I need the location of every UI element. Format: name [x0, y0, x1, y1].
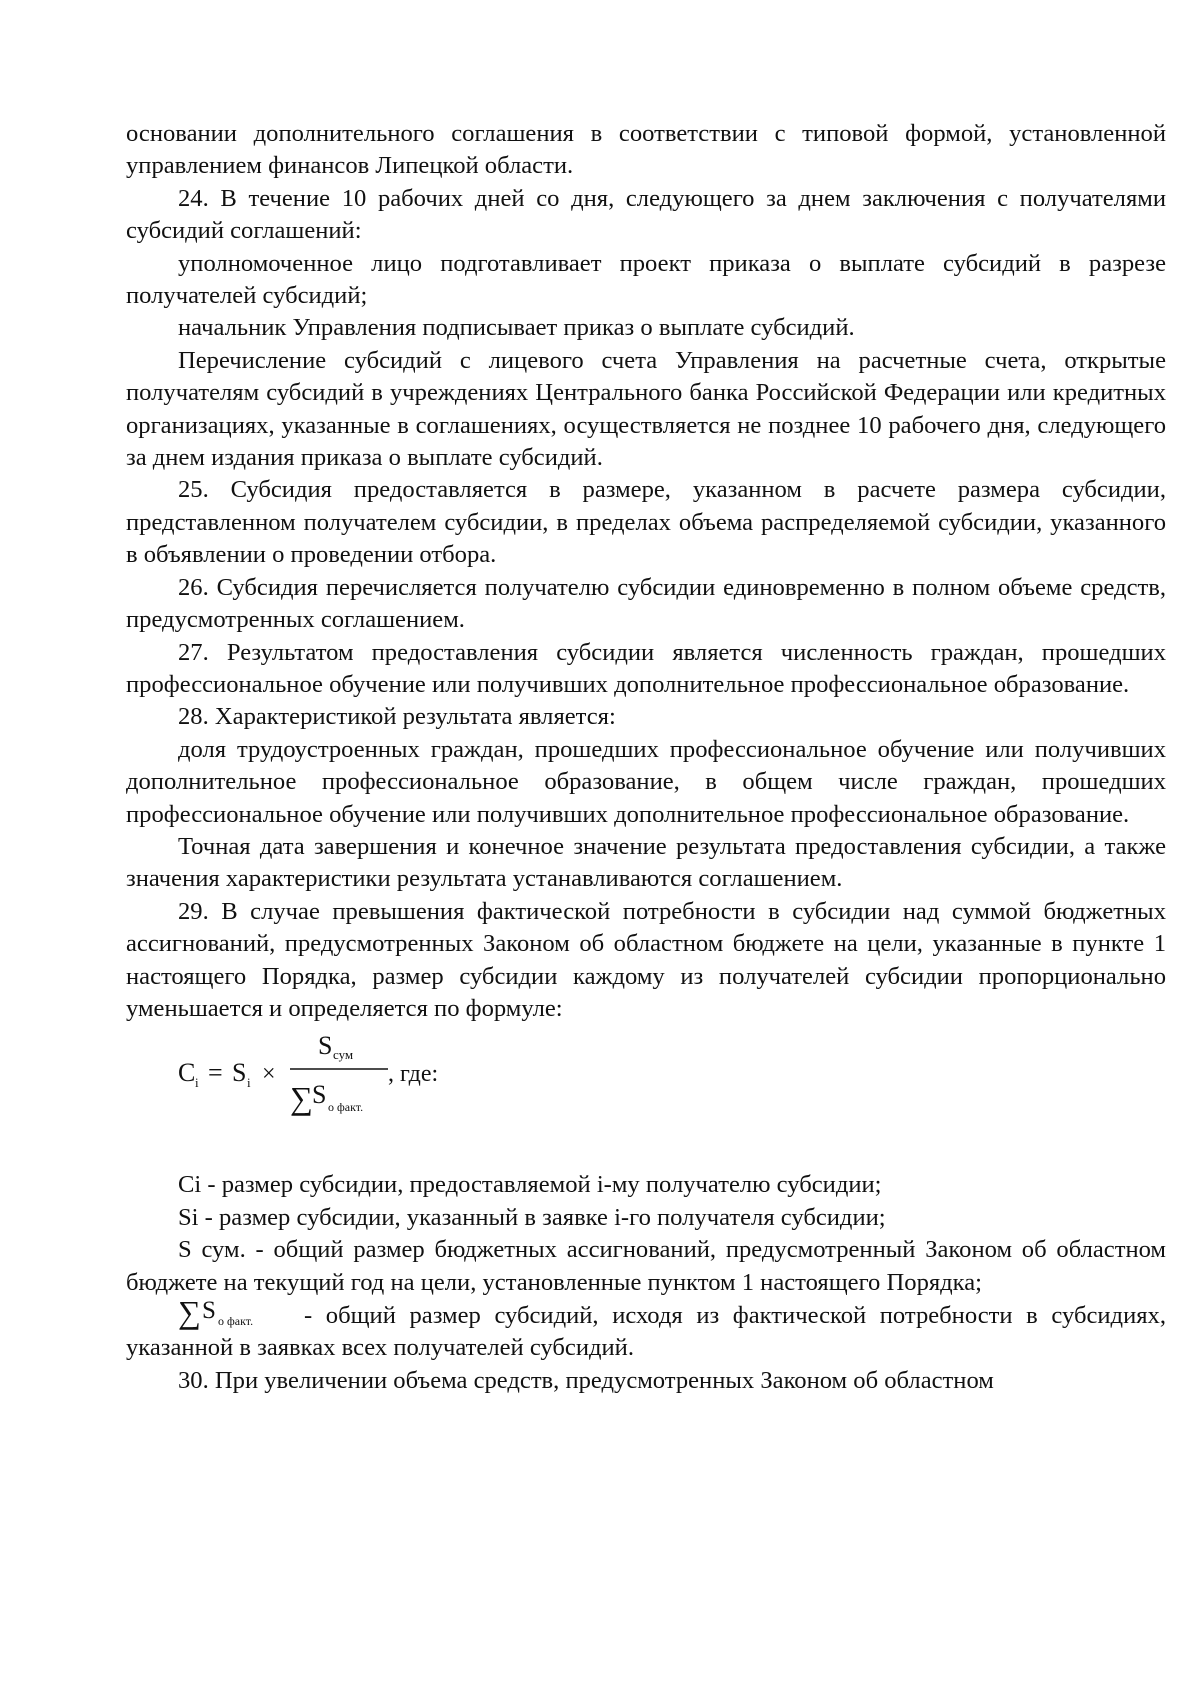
inline-sigma: ∑ [178, 1294, 201, 1330]
paragraph-24: 24. В течение 10 рабочих дней со дня, следующего за днем заключения с получателями субсидий соглашений: [126, 184, 1166, 245]
definition-si: Si - размер субсидии, указанный в заявке i-го получателя субсидии; [178, 1203, 886, 1231]
paragraph-27: 27. Результатом предоставления субсидии является численность граждан, прошедших профессиональное обучение или получивших дополнительное профессиональное образование. [126, 638, 1166, 698]
formula-equals: = [208, 1058, 223, 1088]
paragraph-24-item-1: уполномоченное лицо подготавливает проект приказа о выплате субсидий в разрезе получателей субсидий; [126, 249, 1166, 310]
formula-denominator-sub: о факт. [328, 1100, 364, 1115]
formula-times: × [262, 1061, 276, 1088]
paragraph-continuation: основании дополнительного соглашения в соответствии с типовой формой, установленной управлением финансов Липецкой области. [126, 120, 1166, 180]
paragraph-28-date: Точная дата завершения и конечное значение результата предоставления субсидии, а также значения характеристики результата устанавливаются соглашением. [126, 832, 1166, 893]
paragraph-transfer: Перечисление субсидий с лицевого счета Управления на расчетные счета, открытые получателям субсидий в учреждениях Центрального банка Российской Федерации или кредитных организациях, указанные в соглашениях, осуществляется не позднее 10 рабочего дня, следующего за днем издания приказа о выплате субсидий. [126, 346, 1166, 472]
paragraph-26: 26. Субсидия перечисляется получателю субсидии единовременно в полном объеме средств, предусмотренных соглашением. [126, 573, 1166, 634]
definition-sfact-text: - общий размер субсидий, исходя из фактической потребности в субсидиях, указанной в заявках всех получателей субсидий. [126, 1302, 1166, 1362]
paragraph-25: 25. Субсидия предоставляется в размере, указанном в расчете размера субсидии, представленном получателем субсидии, в пределах объема распределяемой субсидии, указанного в объявлении о проведении отбора. [126, 476, 1166, 569]
paragraph-30: 30. При увеличении объема средств, предусмотренных Законом об областном [178, 1366, 994, 1394]
inline-sub: о факт. [218, 1314, 254, 1328]
definition-ssum: S сум. - общий размер бюджетных ассигнований, предусмотренный Законом об областном бюджете на текущий год на цели, установленные пунктом 1 настоящего Порядка; [126, 1236, 1166, 1296]
definition-sfact [126, 1294, 1166, 1365]
formula-s: S [232, 1058, 247, 1088]
formula-numerator: S [318, 1031, 333, 1061]
formula-numerator-sub: сум [333, 1047, 354, 1063]
paragraph-28-share: доля трудоустроенных граждан, прошедших профессиональное обучение или получивших дополнительное профессиональное образование, в общем числе граждан, прошедших профессиональное обучение или получивших дополнительное профессиональное образование. [126, 735, 1166, 828]
paragraph-28: 28. Характеристикой результата является: [178, 703, 616, 731]
formula-lhs: C [178, 1058, 196, 1088]
formula-graphic [178, 1029, 538, 1121]
subsidy-formula [126, 1029, 1166, 1121]
spacer [126, 1127, 1166, 1169]
inline-sum-symbol [178, 1294, 304, 1330]
document-body [126, 118, 1166, 1397]
formula-s-sub: i [247, 1075, 251, 1091]
inline-sum-graphic [178, 1291, 304, 1331]
formula-lhs-sub: i [195, 1075, 199, 1091]
paragraph-29: 29. В случае превышения фактической потребности в субсидии над суммой бюджетных ассигнований, предусмотренных Законом об областном бюджете на цели, указанные в пункте 1 настоящего Порядка, размер субсидии каждому из получателей субсидии пропорционально уменьшается и определяется по формуле: [126, 897, 1166, 1022]
paragraph-24-item-2: начальник Управления подписывает приказ о выплате субсидий. [178, 314, 855, 342]
inline-s: S [202, 1297, 216, 1324]
formula-sigma: ∑ [290, 1080, 313, 1117]
formula-denominator: S [312, 1080, 327, 1110]
formula-tail: , где: [388, 1061, 439, 1088]
definition-ci: Ci - размер субсидии, предоставляемой i-му получателю субсидии; [178, 1171, 882, 1199]
